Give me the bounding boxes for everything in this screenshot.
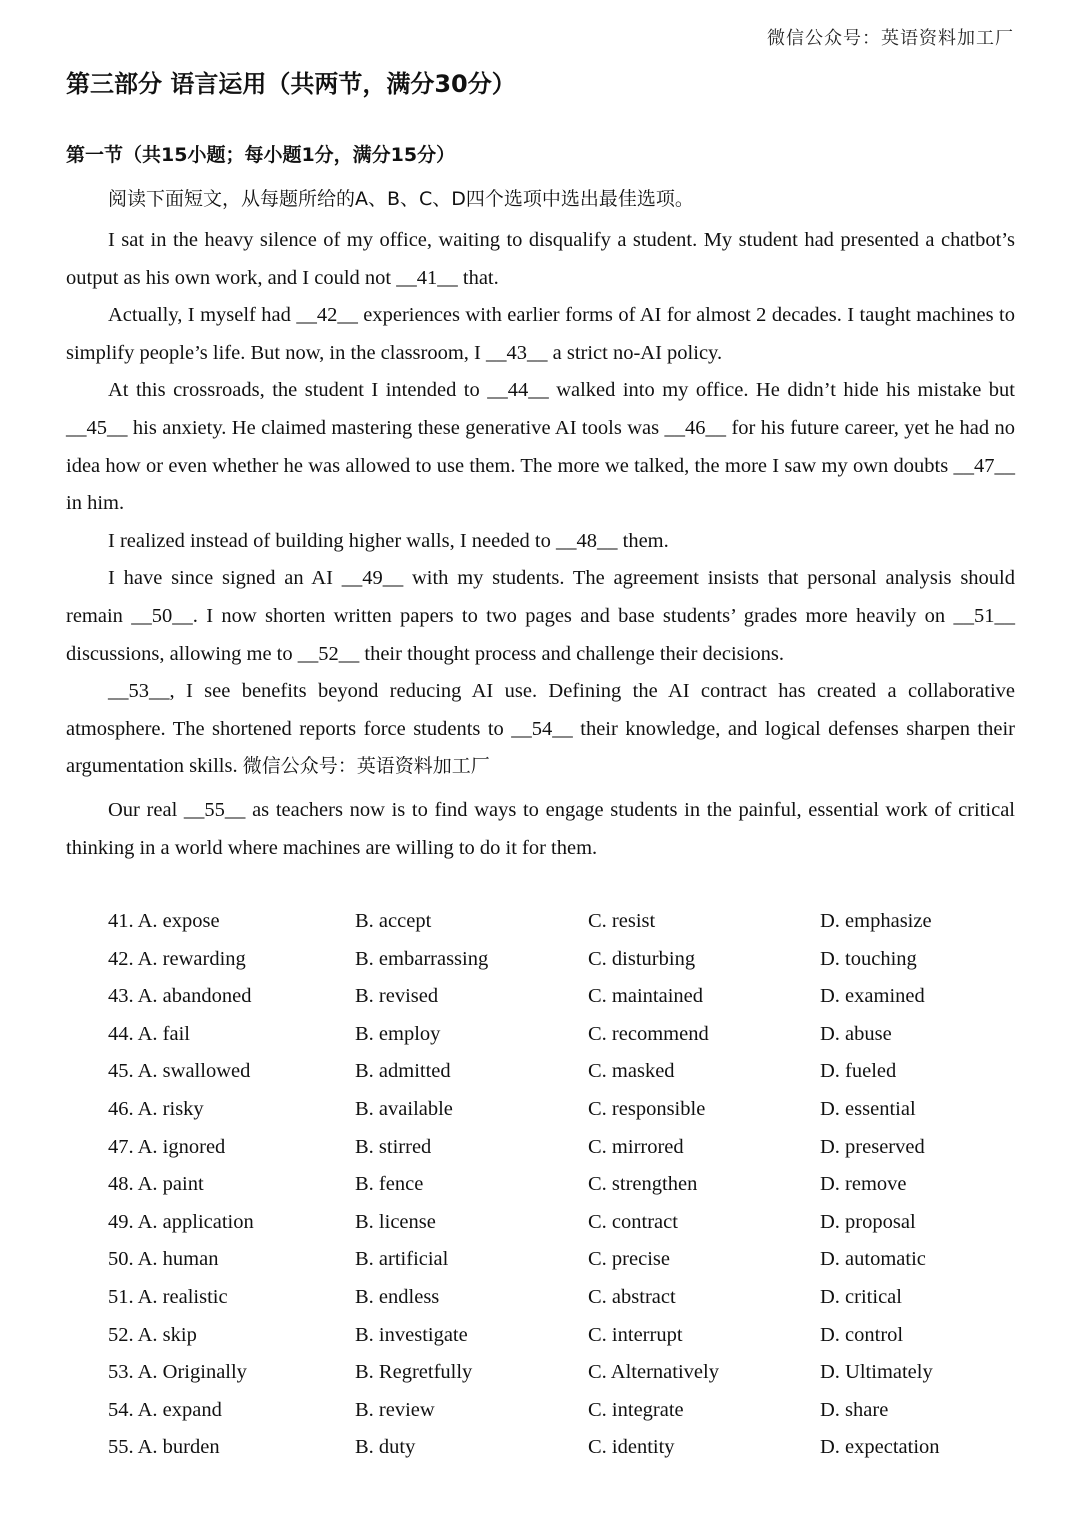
passage-paragraph-7: Our real __55__ as teachers now is to find ways to engage students in the painful, essential work of critical thinking in a world where machines are willing to do it for them. [66, 798, 1015, 859]
passage-paragraph-2: Actually, I myself had __42__ experiences with earlier forms of AI for almost 2 decades. I taught machines to simplify people’s life. But now, in the classroom, I __43__ a strict no-AI policy. [66, 304, 1015, 364]
question-row [108, 1091, 1008, 1129]
option-a: 43. A. abandoned [108, 985, 252, 1008]
option-b: B. accept [355, 910, 432, 932]
option-c: C. mirrored [588, 1135, 684, 1158]
option-b: B. duty [355, 1436, 416, 1459]
question-row [108, 1429, 1008, 1467]
option-c: C. abstract [588, 1285, 676, 1308]
option-d: D. Ultimately [820, 1361, 933, 1384]
option-b: B. embarrassing [355, 947, 489, 970]
option-b: B. endless [355, 1285, 440, 1308]
instruction-text: 阅读下面短文，从每题所给的A、B、C、D四个选项中选出最佳选项。 [108, 188, 694, 210]
question-row [108, 941, 1008, 979]
option-a: 51. A. realistic [108, 1285, 228, 1308]
question-row [108, 1016, 1008, 1054]
question-row [108, 1279, 1008, 1317]
option-c: C. Alternatively [588, 1361, 719, 1384]
passage-paragraph-3: At this crossroads, the student I intended to __44__ walked into my office. He didn’t hide his mistake but __45__ his anxiety. He claimed mastering these generative AI tools was __46__ for his future career, yet he had no idea how or even whether he was allowed to use them. The more we talked, the more I saw my own doubts __47__ in him. [66, 379, 1015, 515]
question-row [108, 1204, 1008, 1242]
option-a: 45. A. swallowed [108, 1060, 251, 1083]
option-b: B. admitted [355, 1060, 451, 1083]
option-c: C. identity [588, 1436, 675, 1459]
option-c: C. masked [588, 1060, 675, 1083]
option-c: C. contract [588, 1210, 678, 1233]
passage-paragraph-5: I have since signed an AI __49__ with my students. The agreement insists that personal analysis should remain __50__. I now shorten written papers to two pages and base students’ grades more heavily on __51__ discussions, allowing me to __52__ their thought process and challenge their decisions. [66, 567, 1015, 665]
option-d: D. abuse [820, 1022, 892, 1045]
part-title: 第三部分 语言运用（共两节，满分30分） [66, 70, 516, 98]
option-d: D. critical [820, 1285, 902, 1308]
option-b: B. fence [355, 1173, 424, 1196]
option-d: D. essential [820, 1097, 916, 1120]
option-d: D. automatic [820, 1248, 926, 1271]
option-d: D. examined [820, 985, 925, 1008]
option-a: 54. A. expand [108, 1398, 222, 1421]
header-watermark: 微信公众号：英语资料加工厂 [767, 28, 1014, 49]
option-d: D. share [820, 1398, 889, 1421]
question-row [108, 978, 1008, 1016]
option-c: C. precise [588, 1248, 670, 1271]
option-d: D. touching [820, 947, 917, 970]
passage [66, 222, 1015, 867]
option-d: D. emphasize [820, 910, 932, 932]
option-b: B. Regretfully [355, 1361, 473, 1384]
option-b: B. license [355, 1210, 436, 1233]
option-b: B. stirred [355, 1135, 432, 1158]
question-row [108, 1053, 1008, 1091]
question-row [108, 1317, 1008, 1355]
option-a: 53. A. Originally [108, 1361, 247, 1384]
option-c: C. recommend [588, 1022, 709, 1045]
option-b: B. artificial [355, 1248, 449, 1271]
option-b: B. review [355, 1398, 435, 1421]
question-row [108, 1166, 1008, 1204]
option-d: D. expectation [820, 1436, 940, 1459]
passage-paragraph-1: I sat in the heavy silence of my office, waiting to disqualify a student. My student had presented a chatbot’s output as his own work, and I could not __41__ that. [66, 229, 1015, 289]
passage-paragraph-6 [66, 673, 1015, 786]
option-c: C. strengthen [588, 1173, 698, 1196]
option-b: B. employ [355, 1022, 441, 1045]
option-d: D. remove [820, 1173, 907, 1196]
question-row [108, 1354, 1008, 1392]
question-row [108, 903, 1008, 941]
option-b: B. available [355, 1097, 453, 1120]
inline-watermark: 微信公众号：英语资料加工厂 [242, 755, 490, 778]
option-c: C. disturbing [588, 947, 696, 970]
option-d: D. fueled [820, 1060, 897, 1083]
option-a: 46. A. risky [108, 1097, 204, 1120]
option-a: 41. A. expose [108, 910, 220, 932]
option-d: D. preserved [820, 1135, 925, 1158]
option-a: 48. A. paint [108, 1173, 204, 1196]
option-b: B. revised [355, 985, 439, 1008]
question-row [108, 1392, 1008, 1430]
option-a: 42. A. rewarding [108, 947, 246, 970]
section-title: 第一节（共15小题；每小题1分，满分15分） [66, 144, 456, 166]
option-c: C. maintained [588, 985, 704, 1008]
option-a: 44. A. fail [108, 1022, 190, 1045]
option-c: C. responsible [588, 1097, 706, 1120]
option-a: 49. A. application [108, 1210, 254, 1233]
option-a: 47. A. ignored [108, 1135, 226, 1158]
passage-paragraph-6-text: __53__, I see benefits beyond reducing AI use. Defining the AI contract has created a collaborative atmosphere. The shortened reports force students to __54__ their knowledge, and logical defenses sharpen their argumentation skills. [66, 680, 1015, 778]
option-d: D. control [820, 1323, 904, 1346]
passage-paragraph-4: I realized instead of building higher walls, I needed to __48__ them. [108, 529, 669, 552]
option-b: B. investigate [355, 1323, 468, 1346]
question-row [108, 1241, 1008, 1279]
option-a: 55. A. burden [108, 1436, 220, 1459]
option-c: C. integrate [588, 1398, 684, 1421]
answer-options [108, 903, 1008, 1467]
option-c: C. resist [588, 910, 656, 932]
option-a: 52. A. skip [108, 1323, 197, 1346]
option-a: 50. A. human [108, 1248, 219, 1271]
question-row [108, 1129, 1008, 1167]
option-d: D. proposal [820, 1210, 916, 1233]
option-c: C. interrupt [588, 1323, 683, 1346]
